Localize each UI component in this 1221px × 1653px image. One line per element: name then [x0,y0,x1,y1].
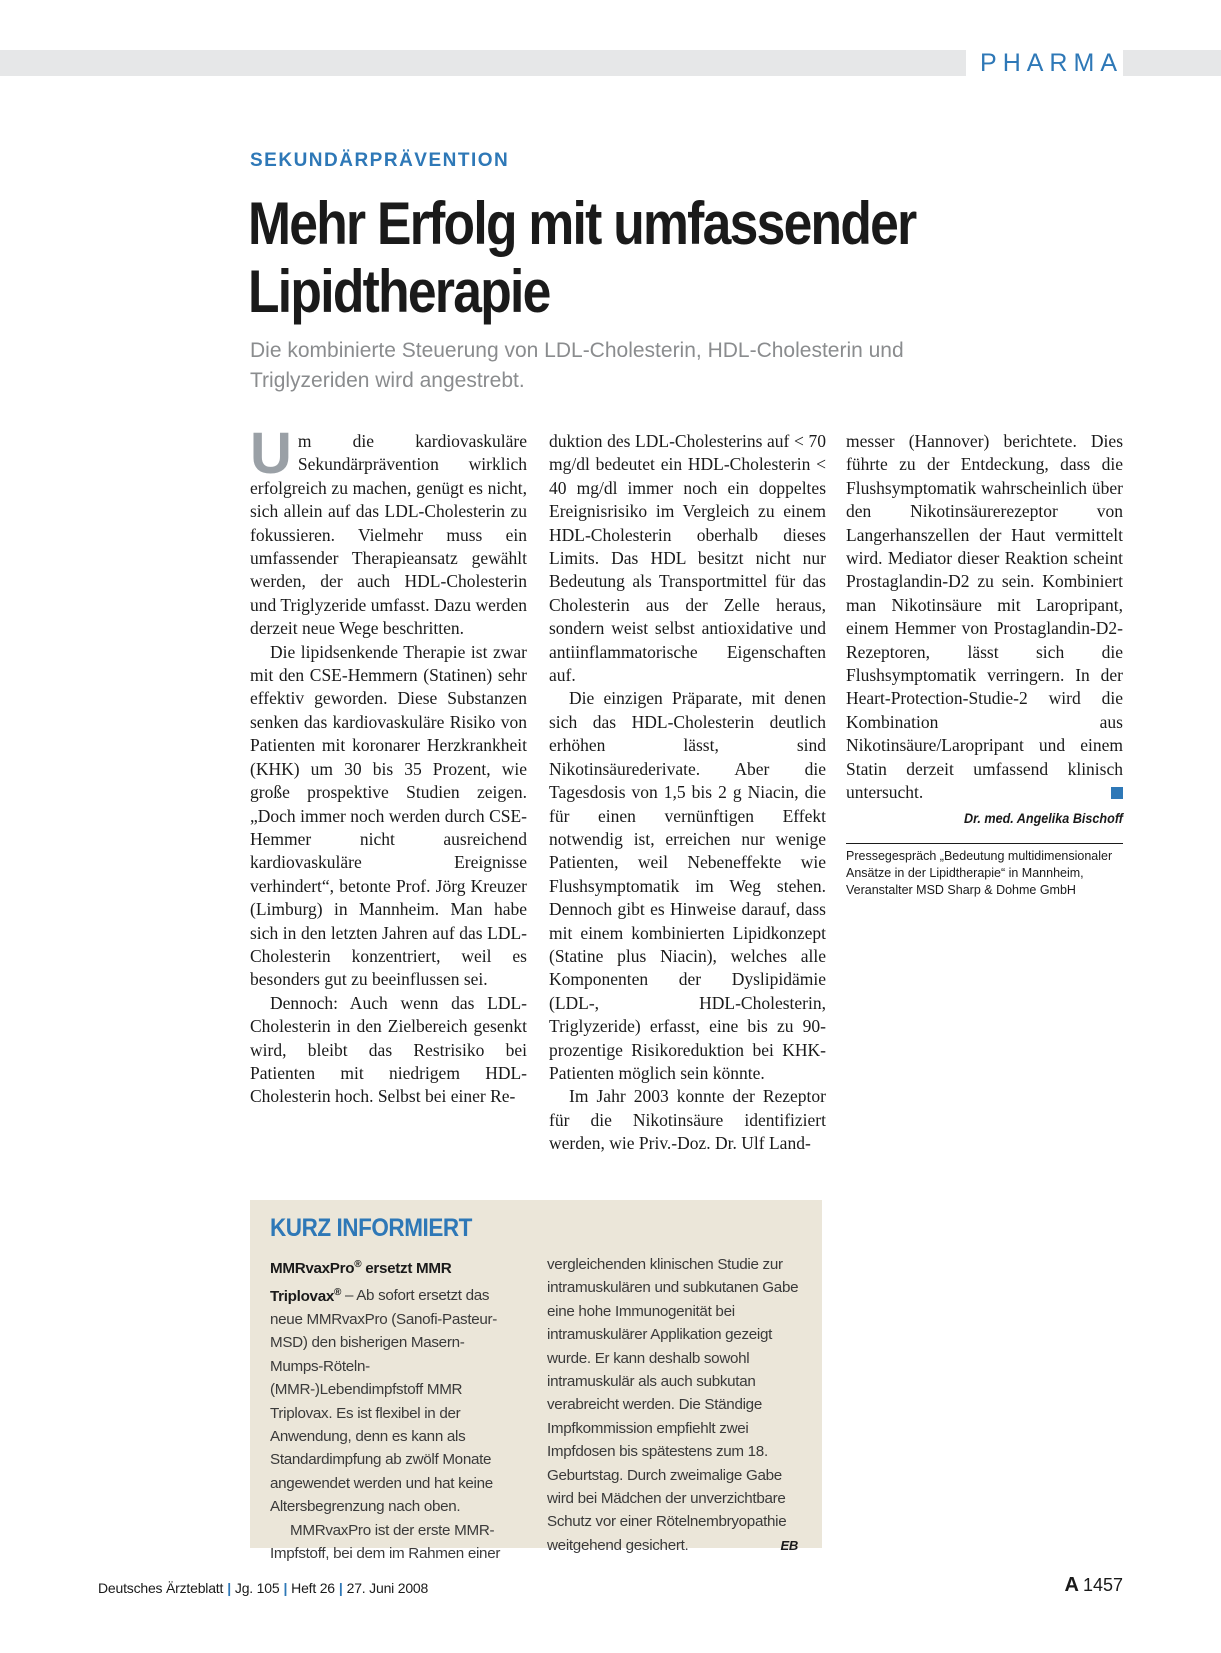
separator: | [338,1580,343,1596]
article-paragraph [250,421,527,641]
article-column-2 [549,430,826,1156]
author-initials: EB [780,1537,798,1553]
article-kicker: SEKUNDÄRPRÄVENTION [250,150,510,171]
article-paragraph: duktion des LDL-Cholesterins auf < 70 mg/dl bedeutet ein HDL-Cholesterin < 40 mg/dl immer noch ein doppeltes Ereignisrisiko im Vergleich zu einem HDL-Cholesterin oberhalb dieses Limits. Das HDL besitzt nicht nur Bedeutung als Transportmittel für das Cholesterin aus der Zelle heraus, sondern weist selbst antioxidative und antiinflammatorische Eigenschaften auf. [549,431,826,686]
article-title-line1: Mehr Erfolg mit umfassender [248,190,916,257]
info-box-column-2 [547,1253,802,1557]
registered-mark: ® [354,1259,362,1270]
info-paragraph [270,1253,510,1519]
article-paragraph [846,430,1123,805]
info-paragraph: MMRvaxPro ist der erste MMR-Impfstoff, bei dem im Rahmen einer [270,1521,501,1562]
info-box-column-1 [270,1253,510,1565]
info-box [250,1200,822,1562]
article-paragraph: Die lipidsenkende Therapie ist zwar mit den CSE-Hemmern (Statinen) sehr effektiv geworden. Diese Substanzen senken das kardiovaskuläre Risiko von Patienten mit koronarer Herzkrankheit (KHK) um 30 bis 35 Prozent, wie große prospektive Studien zeigen. „Doch immer noch werden durch CSE-Hemmer nicht ausreichend kardiovaskuläre Ereignisse verhindert“, betonte Prof. Jörg Kreuzer (Limburg) in Mannheim. Man habe sich in den letzten Jahren auf das LDL-Cholesterin konzentriert, weil es besonders gut zu beeinflussen sei. [250,641,527,990]
journal-name: Deutsches Ärzteblatt [98,1580,224,1596]
issue: Heft 26 [291,1580,335,1596]
separator: | [283,1580,288,1596]
article-paragraph: Dennoch: Auch wenn das LDL-Cholesterin in den Zielbereich gesenkt wird, bleibt das Restrisiko bei Patienten mit niedrigem HDL-Cholesterin hoch. Selbst bei einer Re- [250,992,527,1107]
article-column-1 [250,421,527,1109]
article-deck: Die kombinierte Steuerung von LDL-Cholesterin, HDL-Cholesterin und Triglyzeriden wird angestrebt. [250,339,904,392]
news-headline-part: ersetzt MMR Triplovax [270,1260,452,1305]
footer-citation [98,1580,428,1596]
paragraph-text: m die kardiovaskuläre Sekundärprävention wirklich erfolgreich zu machen, genügt es nicht, sich allein auf das LDL-Cholesterin zu fokussieren. Vielmehr muss ein umfassender Therapieansatz gewählt werden, der auch HDL-Cholesterin und Triglyzeride umfasst. Dazu werden derzeit neue Wege beschritten. [250,431,527,639]
dropcap: U [250,421,292,486]
volume: Jg. 105 [234,1580,280,1596]
separator: | [227,1580,231,1596]
page-prefix: A [1064,1574,1079,1596]
info-paragraph [547,1253,802,1557]
author-byline: Dr. med. Angelika Bischoff [964,809,1123,826]
article-title [248,190,936,326]
info-box-title: KURZ INFORMIERT [270,1214,472,1242]
article-paragraph: Die einzigen Präparate, mit denen sich das HDL-Cholesterin deutlich erhöhen lässt, sind Nikotinsäurederivate. Aber die Tagesdosis von 1,5 bis 2 g Niacin, die für einen vernünftigen Effekt notwendig ist, erreichen nur wenige Patienten, weil Nebeneffekte wie Flushsymptomatik im Weg stehen. Dennoch gibt es Hinweise darauf, dass mit einem kombinierten Lipidkonzept (Statine plus Niacin), welches alle Komponenten der Dyslipidämie (LDL-, HDL-Cholesterin, Triglyzeride) erfasst, eine bis zu 90-prozentige Risikoreduktion bei KHK-Patienten möglich sein könnte. [549,688,826,1083]
registered-mark: ® [333,1286,342,1298]
news-headline-part: MMRvaxPro [270,1260,355,1278]
paragraph-text: messer (Hannover) berichtete. Dies führte zu der Entdeckung, dass die Flushsymptomatik wahrscheinlich über den Nikotinsäurerezeptor von Langerhanszellen der Haut vermittelt wird. Mediator dieser Reaktion scheint Prostaglandin-D2 zu sein. Kombiniert man Nikotinsäure mit Laropripant, einem Hemmer von Prostaglandin-D2-Rezeptoren, lässt sich die Flushsymptomatik verringern. In der Heart-Protection-Studie-2 wird die Kombination aus Nikotinsäure/Laropripant und einem Statin derzeit umfassend klinisch untersucht. [846,431,1123,803]
news-text: vergleichenden klinischen Studie zur intramuskulären und subkutanen Gabe eine hohe Immunogenität bei intramuskulärer Applikation gezeigt wurde. Er kann deshalb sowohl intramuskulär als auch subkutan verabreicht werden. Die Ständige Impfkommission empfiehlt zwei Impfdosen bis spätestens zum 18. Geburtstag. Durch zweimalige Gabe wird bei Mädchen der unverzichtbare Schutz vor einer Rötelnembryopathie weitgehend gesichert. [547,1256,799,1554]
issue-date: 27. Juni 2008 [346,1580,429,1596]
page-number-value: 1457 [1082,1575,1123,1595]
end-mark-icon [1111,787,1123,799]
article-paragraph: Im Jahr 2003 konnte der Rezeptor für die Nikotinsäure identifiziert werden, wie Priv.-Doz. Dr. Ulf Land- [549,1086,826,1154]
news-text: – Ab sofort ersetzt das neue MMRvaxPro (Sanofi-Pasteur-MSD) den bisherigen Masern-Mumps-Röteln-(MMR-)Lebendimpfstoff MMR Triplovax. Es ist flexibel in der Anwendung, denn es kann als Standardimpfung ab zwölf Monate angewendet werden und hat keine Altersbegrenzung nach oben. [270,1287,498,1516]
source-note: Pressegespräch „Bedeutung multidimensionaler Ansätze in der Lipidtherapie“ in Mannheim, Veranstalter MSD Sharp & Dohme GmbH [846,843,1123,899]
section-label: PHARMA [966,46,1123,80]
article-column-3 [846,430,1123,830]
page-number [1065,1574,1124,1597]
article-title-line2: Lipidtherapie [248,258,550,325]
